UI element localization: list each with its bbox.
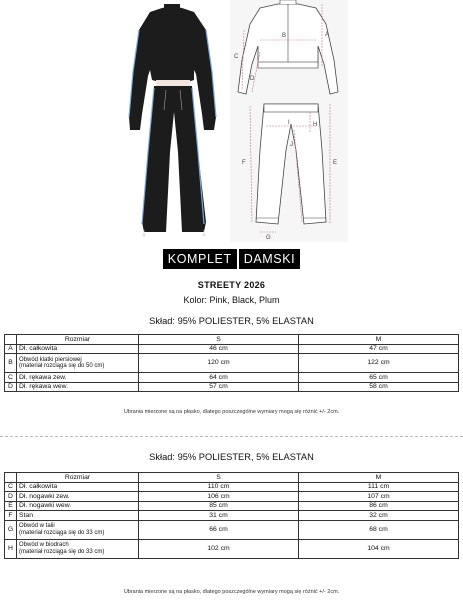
row-name: Dł. rękawa zew.: [17, 373, 139, 383]
row-name-line1: Obwód w talii: [19, 523, 55, 530]
row-name-line1: Obwód klatki piersiowej: [19, 356, 82, 363]
row-letter: E: [5, 501, 17, 511]
row-value-m: 32 cm: [299, 511, 459, 521]
row-value-s: 64 cm: [139, 373, 299, 383]
section-divider: [0, 436, 463, 437]
row-value-s: 31 cm: [139, 511, 299, 521]
row-name: Dł. nogawki zew.: [17, 492, 139, 502]
row-value-m: 122 cm: [299, 354, 459, 373]
row-letter: F: [5, 511, 17, 521]
row-value-s: 110 cm: [139, 482, 299, 492]
row-letter: H: [5, 539, 17, 558]
row-name-line2: (materiał rozciąga się do 33 cm): [19, 548, 105, 555]
row-value-s: 85 cm: [139, 501, 299, 511]
diagram-label-e: E: [333, 160, 338, 166]
table-row: [5, 344, 459, 354]
row-value-m: 47 cm: [299, 344, 459, 354]
table-row: [5, 520, 459, 539]
row-value-s: 102 cm: [139, 539, 299, 558]
table-row: [5, 373, 459, 383]
diagram-label-a: A: [325, 32, 330, 38]
measurement-note-bottom: Ubrania mierzone są na płasko, dlatego poszczególne wymiary mogą się różnić +/- 2cm.: [123, 589, 340, 595]
table-row: [5, 354, 459, 373]
diagram-label-d: D: [250, 76, 255, 82]
model-name: STREETY 2026: [197, 280, 266, 290]
header-m: M: [299, 473, 459, 483]
row-value-m: 58 cm: [299, 382, 459, 392]
top-size-table: [4, 334, 459, 392]
row-value-m: 104 cm: [299, 539, 459, 558]
bottom-size-table: [4, 472, 459, 559]
title-word-2: DAMSKI: [239, 249, 301, 269]
row-name-line2: (materiał rozciąga się do 33 cm): [19, 529, 105, 536]
row-letter: G: [5, 520, 17, 539]
row-letter: C: [5, 482, 17, 492]
row-value-s: 46 cm: [139, 344, 299, 354]
header-size: Rozmiar: [17, 473, 139, 483]
row-value-s: 120 cm: [139, 354, 299, 373]
diagram-label-c: C: [234, 54, 239, 60]
row-letter: C: [5, 373, 17, 383]
measurement-diagram: [230, 0, 348, 242]
table-header-row: [5, 473, 459, 483]
row-letter: A: [5, 344, 17, 354]
row-name: Dł. rękawa wew.: [17, 382, 139, 392]
row-value-m: 86 cm: [299, 501, 459, 511]
header-m: M: [299, 335, 459, 345]
row-name: [17, 354, 139, 373]
product-title: [0, 249, 463, 269]
row-name: Dł. całkowita: [17, 482, 139, 492]
table-row: [5, 382, 459, 392]
diagram-label-g: G: [266, 235, 271, 241]
measurement-note-top: Ubrania mierzone są na płasko, dlatego poszczególne wymiary mogą się różnić +/- 2cm.: [123, 409, 340, 415]
table-row: [5, 511, 459, 521]
table-header-row: [5, 335, 459, 345]
title-word-1: KOMPLET: [163, 249, 237, 269]
diagram-label-b: B: [282, 33, 287, 39]
color-options: Kolor: Pink, Black, Plum: [183, 295, 280, 305]
row-value-s: 66 cm: [139, 520, 299, 539]
header-s: S: [139, 473, 299, 483]
table-row: [5, 492, 459, 502]
composition-top: Skład: 95% POLIESTER, 5% ELASTAN: [149, 316, 314, 326]
row-letter: D: [5, 492, 17, 502]
row-value-s: 57 cm: [139, 382, 299, 392]
row-value-m: 111 cm: [299, 482, 459, 492]
diagram-label-j: J: [290, 142, 293, 148]
row-letter: D: [5, 382, 17, 392]
row-name: Dł. całkowita: [17, 344, 139, 354]
row-name-line1: Obwód w biodrach: [19, 542, 69, 549]
diagram-label-f: F: [242, 160, 246, 166]
row-value-s: 106 cm: [139, 492, 299, 502]
product-photo: [120, 2, 225, 242]
header-size: Rozmiar: [17, 335, 139, 345]
row-name: Dł. nogawki wew.: [17, 501, 139, 511]
header-s: S: [139, 335, 299, 345]
row-name: [17, 520, 139, 539]
row-value-m: 65 cm: [299, 373, 459, 383]
row-value-m: 107 cm: [299, 492, 459, 502]
diagram-label-h: H: [313, 122, 318, 128]
diagram-label-i: I: [288, 120, 290, 126]
row-name-line2: (materiał rozciąga się do 50 cm): [19, 363, 105, 369]
row-name: [17, 539, 139, 558]
row-value-m: 68 cm: [299, 520, 459, 539]
table-row: [5, 539, 459, 558]
row-letter: B: [5, 354, 17, 373]
table-row: [5, 482, 459, 492]
row-name: Stan: [17, 511, 139, 521]
composition-bottom: Skład: 95% POLIESTER, 5% ELASTAN: [149, 452, 314, 462]
table-row: [5, 501, 459, 511]
